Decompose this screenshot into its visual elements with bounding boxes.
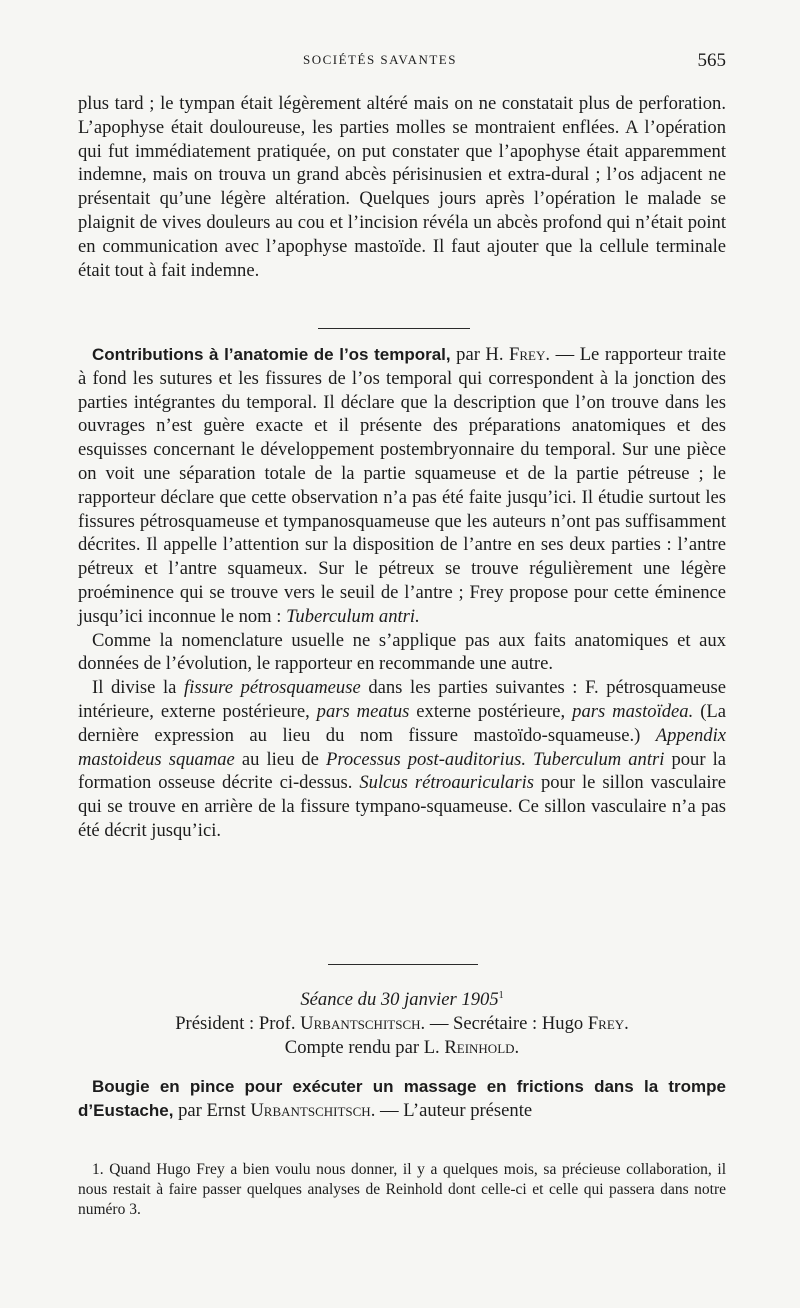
- section-bougie-body: . — L’auteur présente: [370, 1099, 533, 1121]
- footnote-ref: 1: [498, 989, 504, 1001]
- section-bougie: [78, 1075, 726, 1123]
- secretary-name: Frey: [587, 1012, 625, 1034]
- section-anatomy-by: par H.: [450, 344, 510, 365]
- p3-term-1: fissure pétrosquameuse: [184, 677, 361, 699]
- p3-term-6: Sulcus rétroauricularis: [359, 772, 534, 794]
- section-divider: [318, 328, 470, 329]
- section-bougie-paragraph: [78, 1075, 726, 1123]
- p3-text-a: Il divise la: [92, 677, 185, 699]
- p3-term-4: Appendix mastoideus squamae: [78, 724, 726, 770]
- secretary-label: . — Secrétaire : Hugo: [420, 1012, 588, 1034]
- p3-text-c: externe postérieure,: [409, 700, 573, 722]
- president-name: Urbantschitsch: [300, 1012, 421, 1034]
- intro-paragraph: plus tard ; le tympan était légèrement altéré mais on ne constatait plus de perforation. L’apophyse était douloureuse, les parties molles se montraient enflées. A l’opération qui fut immédiatement pratiquée, on put constater que l’apophyse était apparemment indemne, mais on trouva un grand abcès périsinusien et extra-dural ; l’os adjacent ne présentait qu’une légère altération. Quelques jours après l’opération le malade se plaignit de vives douleurs au cou et l’incision révéla un abcès profond qui n’était point en communication avec l’apophyse mastoïde. Il faut ajouter que la cellule terminale était tout à fait indemne.: [78, 93, 726, 281]
- footnote-number: 1.: [92, 1160, 104, 1178]
- section-anatomy-paragraph-2: Comme la nomenclature usuelle ne s’applique pas aux faits anatomiques et aux données de l’évolution, le rapporteur en recommande une autre.: [78, 629, 726, 675]
- section-bougie-author: Urbantschitsch: [250, 1099, 371, 1121]
- p3-term-5: Processus post-auditorius. Tuberculum antri: [325, 748, 665, 770]
- section-anatomy-title: Contributions à l’anatomie de l’os temporal,: [92, 345, 451, 364]
- seance-report: [78, 1036, 726, 1060]
- footnote-paragraph: [78, 1160, 726, 1220]
- section-anatomy-paragraph-1: [78, 343, 726, 629]
- secretary-end: .: [624, 1012, 629, 1034]
- p3-term-3: pars mastoïdea.: [572, 700, 694, 722]
- running-head: SOCIÉTÉS SAVANTES: [303, 52, 457, 67]
- section-anatomy-paragraph-3: [78, 676, 726, 843]
- p3-text-g: pour le sillon vasculaire qui se trouve en arrière de la fissure tympano-squameuse. Ce sillon vasculaire n’a pas été décrit jusqu’ici.: [78, 772, 727, 841]
- p3-text-f: pour la formation osseuse décrite ci-dessus.: [78, 748, 726, 794]
- page-header: [78, 50, 726, 72]
- seance-block: [78, 988, 726, 1059]
- p3-text-e: au lieu de: [234, 748, 326, 770]
- page-number: 565: [697, 50, 726, 71]
- footnote: [78, 1144, 726, 1235]
- seance-officers: [78, 1012, 726, 1036]
- seance-title: Séance du 30 janvier 1905: [300, 989, 499, 1010]
- section-anatomy-body: . — Le rapporteur traite à fond les sutures et les fissures de l’os temporal qui correspondent à la jonction des parties intégrantes du temporal. Il déclare que la description que l’on trouve dans les ouvrages n’est guère exacte et il présente des préparations anatomiques et des esquisses concernant le développement postembryonnaire du temporal. Sur une pièce on voit une séparation totale de la partie squameuse et de la partie pétreuse ; le rapporteur déclare que cette observation n’a pas été faite jusqu’ici. Il étudie surtout les fissures pétrosquameuse et tympanosquameuse que les auteurs n’ont pas suffisamment décrites. Il appelle l’attention sur la disposition de l’antre en ses deux parties : l’antre pétreux et l’antre squameux. Sur le pétreux se trouve régulièrement une légère proéminence qui se trouve vers le seuil de l’antre ; Frey propose pour cette éminence jusqu’ici inconnue le nom :: [78, 344, 726, 627]
- section-anatomy-term: Tuberculum antri.: [286, 605, 420, 627]
- section-anatomy-author: Frey: [509, 344, 546, 365]
- p3-text-b: dans les parties suivantes : F. pétrosquameuse intérieure, externe postérieure,: [78, 677, 726, 722]
- section-bougie-title: Bougie en pince pour exécuter un massage en frictions dans la trompe d’Eustache,: [78, 1077, 726, 1120]
- footnote-text: Quand Hugo Frey a bien voulu nous donner, il y a quelques mois, sa précieuse collaboration, il nous restait à faire passer quelques analyses de Reinhold dont celle-ci et celle qui passera dans notre numéro 3.: [78, 1160, 726, 1218]
- report-name: Reinhold: [444, 1036, 515, 1058]
- section-anatomy: [78, 343, 726, 843]
- intro-paragraph-block: [78, 92, 726, 282]
- p3-text-d: (La dernière expression au lieu du nom fissure mastoïdo-squameuse.): [78, 700, 726, 746]
- p3-term-2: pars meatus: [316, 700, 410, 722]
- report-end: .: [514, 1036, 520, 1058]
- report-label: Compte rendu par L.: [284, 1036, 445, 1058]
- section-bougie-by: par Ernst: [173, 1099, 251, 1121]
- seance-divider: [328, 964, 478, 965]
- seance-title-line: [78, 988, 726, 1012]
- president-label: Président : Prof.: [175, 1012, 301, 1034]
